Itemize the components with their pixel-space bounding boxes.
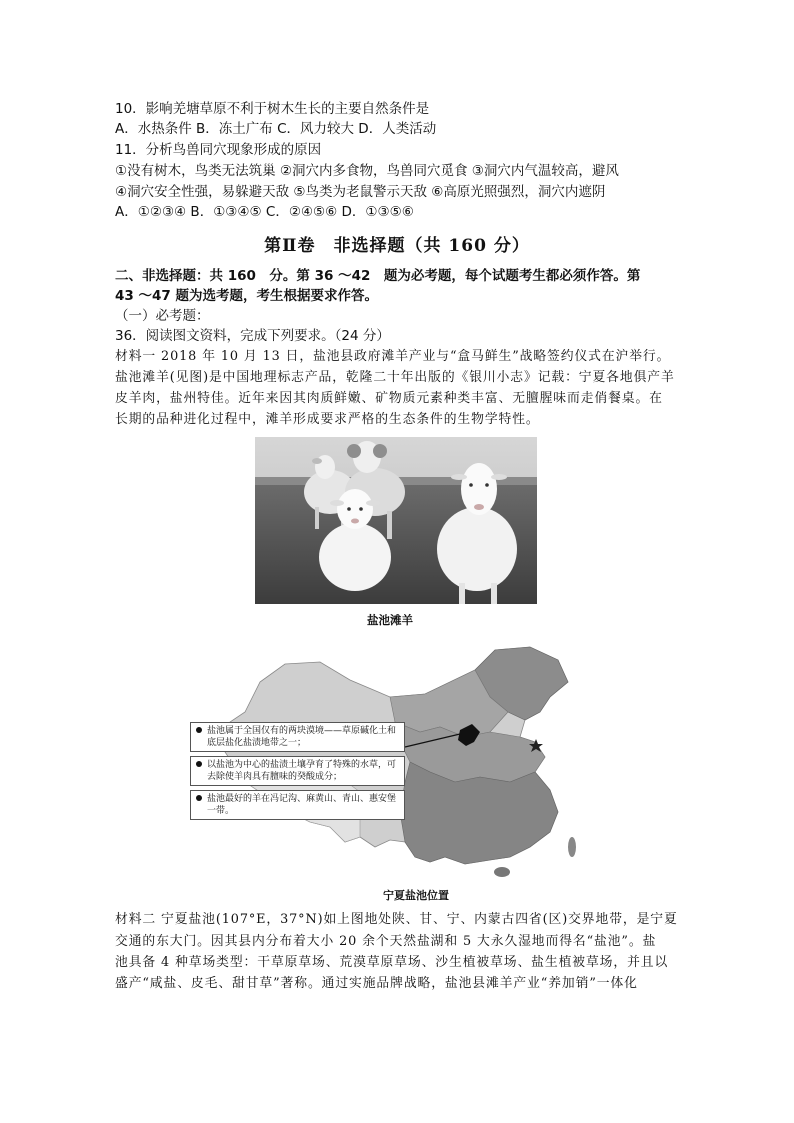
legend-text-1: 盐池属于全国仅有的两块漠境——草原碱化土和底层盐化盐渍地带之一； [207, 726, 397, 748]
map-caption: 宁夏盐池位置 [383, 889, 449, 902]
bullet-icon [196, 727, 202, 733]
legend-item-1 [190, 722, 405, 752]
legend-text-2: 以盐池为中心的盐渍土壤孕育了特殊的水草，可去除使羊肉具有膻味的癸酸成分； [207, 760, 397, 782]
material1-line-1: 材料一 2018 年 10 月 13 日，盐池县政府滩羊产业与“盒马鲜生”战略签约仪式在沪举行。 [115, 349, 671, 364]
question-36-stem: 36．阅读图文资料，完成下列要求。（24 分） [115, 328, 390, 344]
bullet-icon [196, 761, 202, 767]
legend-item-3 [190, 790, 405, 820]
legend-item-2 [190, 756, 405, 786]
material1-line-3: 皮羊肉，盐州特佳。近年来因其肉质鲜嫩、矿物质元素种类丰富、无膻腥味而走俏餐桌。在 [115, 391, 663, 406]
south-region [400, 762, 558, 864]
material2-line-3: 池具备 4 种草场类型：干草原草场、荒漠草原草场、沙生植被草场、盐生植被草场，并且以 [115, 955, 669, 970]
material1-line-2: 盐池滩羊(见图)是中国地理标志产品，乾隆二十年出版的《银川小志》记载：宁夏各地俱产羊 [115, 370, 675, 385]
q11-stem: 11．分析鸟兽同穴现象形成的原因 [115, 142, 322, 158]
material2-line-1: 材料二 宁夏盐池(107°E，37°N)如上图地处陕、甘、宁、内蒙古四省(区)交界地带，是宁夏 [115, 912, 678, 927]
required-heading: （一）必考题： [115, 308, 210, 324]
photo-caption: 盐池滩羊 [367, 613, 413, 627]
q10-stem: 10．影响羌塘草原不利于树木生长的主要自然条件是 [115, 101, 430, 117]
instructions-line-2: 43 ～47 题为选考题，考生根据要求作答。 [115, 288, 378, 304]
legend-text-3: 盐池最好的羊在冯记沟、麻黄山、青山、惠安堡一带。 [207, 794, 397, 816]
material1-line-4: 长期的品种进化过程中，滩羊形成要求严格的生态条件的生物学特性。 [115, 412, 540, 427]
section-title: 第Ⅱ卷 非选择题（共 160 分） [264, 236, 530, 256]
q11-options: A．①②③④ B．①③④⑤ C．②④⑤⑥ D．①③⑤⑥ [115, 204, 414, 220]
material2-line-2: 交通的东大门。因其县内分布着大小 20 余个天然盐湖和 5 大永久湿地而得名“盐池”。盐 [115, 934, 657, 949]
q11-items-1: ①没有树木，鸟类无法筑巢 ②洞穴内多食物，鸟兽同穴觅食 ③洞穴内气温较高，避风 [115, 163, 619, 179]
q11-items-2: ④洞穴安全性强，易躲避天敌 ⑤鸟类为老鼠警示天敌 ⑥高原光照强烈，洞穴内遮阴 [115, 184, 606, 200]
q10-options: A．水热条件 B．冻土广布 C．风力较大 D．人类活动 [115, 121, 437, 137]
instructions-line-1: 二、非选择题：共 160 分。第 36 ～42 题为必考题，每个试题考生都必须作答。第 [115, 268, 641, 284]
hainan-island [494, 867, 510, 877]
material2-line-4: 盛产“咸盐、皮毛、甜甘草”著称。通过实施品牌战略，盐池县滩羊产业“养加销”一体化 [115, 976, 638, 991]
bullet-icon [196, 795, 202, 801]
sheep-photo [255, 437, 537, 604]
taiwan-island [568, 837, 576, 857]
